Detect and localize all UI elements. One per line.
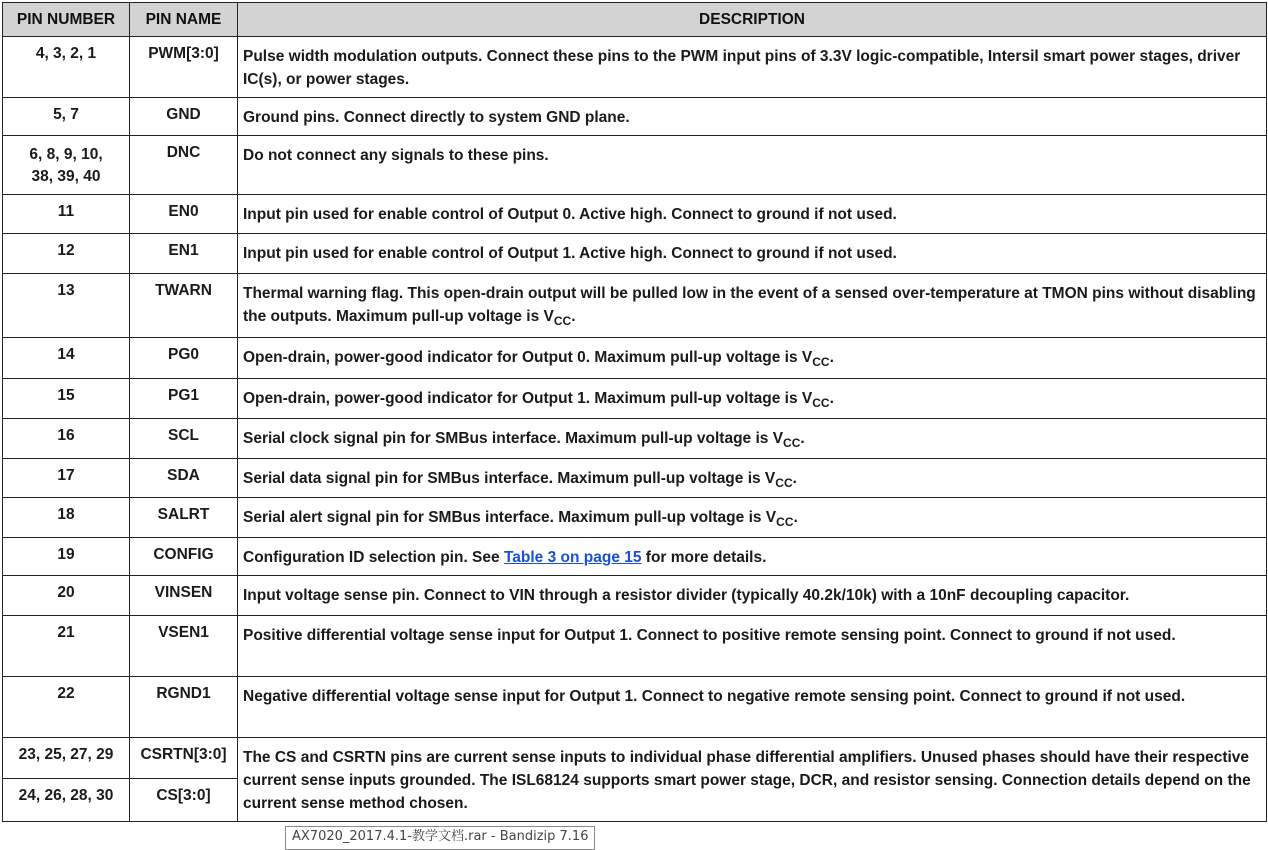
subscript: CC — [553, 314, 572, 328]
pin-name: TWARN — [130, 274, 238, 338]
desc-text: Configuration ID selection pin. See — [243, 549, 504, 566]
header-description: DESCRIPTION — [238, 3, 1267, 37]
table-row — [3, 195, 1267, 234]
subscript: CC — [812, 355, 830, 369]
taskbar-tooltip: AX7020_2017.4.1-教学文档.rar - Bandizip 7.16 — [285, 826, 595, 850]
table-row — [3, 338, 1267, 379]
subscript: CC — [783, 436, 801, 450]
pin-description: Positive differential voltage sense input for Output 1. Connect to positive remote sensing point. Connect to ground if not used. — [238, 616, 1267, 677]
pin-description — [238, 419, 1267, 459]
pin-number-line: 38, 39, 40 — [31, 168, 101, 185]
pin-name: SDA — [130, 459, 238, 498]
pin-name: SALRT — [130, 498, 238, 538]
table-row — [3, 98, 1267, 136]
desc-text: for more details. — [641, 549, 767, 566]
header-pin-number: PIN NUMBER — [3, 3, 130, 37]
pin-description: Input voltage sense pin. Connect to VIN through a resistor divider (typically 40.2k/10k) with a 10nF decoupling capacitor. — [238, 576, 1267, 616]
pin-description: Input pin used for enable control of Output 0. Active high. Connect to ground if not used. — [238, 195, 1267, 234]
subscript: CC — [775, 476, 793, 490]
pin-number: 11 — [3, 195, 130, 234]
pin-description: Do not connect any signals to these pins. — [238, 136, 1267, 195]
table-row — [3, 498, 1267, 538]
table-row — [3, 738, 1267, 779]
pin-number: 24, 26, 28, 30 — [3, 778, 130, 821]
desc-tail: . — [829, 349, 834, 366]
pin-name: DNC — [130, 136, 238, 195]
table-row — [3, 234, 1267, 274]
table-row — [3, 379, 1267, 419]
pin-number: 22 — [3, 677, 130, 738]
subscript: CC — [776, 515, 794, 529]
header-pin-name: PIN NAME — [130, 3, 238, 37]
desc-tail: . — [571, 308, 576, 325]
pin-number: 23, 25, 27, 29 — [3, 738, 130, 779]
table-row — [3, 576, 1267, 616]
pin-name: PWM[3:0] — [130, 37, 238, 98]
pin-number: 21 — [3, 616, 130, 677]
table-row — [3, 677, 1267, 738]
pin-name: EN1 — [130, 234, 238, 274]
pin-number: 12 — [3, 234, 130, 274]
pin-number: 4, 3, 2, 1 — [3, 37, 130, 98]
pin-number: 18 — [3, 498, 130, 538]
pin-description — [238, 538, 1267, 576]
desc-text: Open-drain, power-good indicator for Output 1. Maximum pull-up voltage is V — [243, 390, 813, 407]
pin-name: VSEN1 — [130, 616, 238, 677]
pin-description — [238, 338, 1267, 379]
pin-number: 14 — [3, 338, 130, 379]
table-row — [3, 616, 1267, 677]
desc-text: Serial clock signal pin for SMBus interface. Maximum pull-up voltage is V — [243, 430, 784, 447]
pin-description: Pulse width modulation outputs. Connect these pins to the PWM input pins of 3.3V logic-compatible, Intersil smart power stages, driver IC(s), or power stages. — [238, 37, 1267, 98]
pin-description: Input pin used for enable control of Output 1. Active high. Connect to ground if not used. — [238, 234, 1267, 274]
desc-tail: . — [800, 430, 805, 447]
pin-name: CSRTN[3:0] — [130, 738, 238, 779]
table-row — [3, 459, 1267, 498]
desc-text: Thermal warning flag. This open-drain output will be pulled low in the event of a sensed over-temperature at TMON pins without disabling the outputs. Maximum pull-up voltage is V — [243, 285, 1256, 325]
table-row — [3, 274, 1267, 338]
pin-name: CS[3:0] — [130, 778, 238, 821]
table-row — [3, 538, 1267, 576]
table-row — [3, 419, 1267, 459]
table-row — [3, 37, 1267, 98]
desc-text: Open-drain, power-good indicator for Output 0. Maximum pull-up voltage is V — [243, 349, 813, 366]
pin-name: CONFIG — [130, 538, 238, 576]
pin-number: 5, 7 — [3, 98, 130, 136]
pin-description: The CS and CSRTN pins are current sense inputs to individual phase differential amplifiers. Unused phases should have their respective current sense inputs grounded. The ISL68124 supports smart power stage, DCR, and resistor sensing. Connection details depend on the current sense method chosen. — [238, 738, 1267, 822]
desc-tail: . — [793, 509, 798, 526]
pin-name: VINSEN — [130, 576, 238, 616]
desc-text: Serial data signal pin for SMBus interface. Maximum pull-up voltage is V — [243, 470, 776, 487]
pin-name: RGND1 — [130, 677, 238, 738]
pin-name: GND — [130, 98, 238, 136]
pin-description-table — [2, 2, 1267, 822]
pin-description: Negative differential voltage sense input for Output 1. Connect to negative remote sensing point. Connect to ground if not used. — [238, 677, 1267, 738]
pin-number — [3, 136, 130, 195]
pin-number: 17 — [3, 459, 130, 498]
subscript: CC — [812, 396, 830, 410]
pin-description — [238, 498, 1267, 538]
table-3-link[interactable]: Table 3 on page 15 — [503, 549, 642, 566]
desc-text: Serial alert signal pin for SMBus interface. Maximum pull-up voltage is V — [243, 509, 777, 526]
pin-number: 15 — [3, 379, 130, 419]
pin-description — [238, 379, 1267, 419]
pin-number: 13 — [3, 274, 130, 338]
pin-name: SCL — [130, 419, 238, 459]
table-header-row — [3, 3, 1267, 37]
pin-description — [238, 274, 1267, 338]
pin-description — [238, 459, 1267, 498]
pin-number: 20 — [3, 576, 130, 616]
pin-name: PG0 — [130, 338, 238, 379]
table-row — [3, 136, 1267, 195]
pin-number-line: 6, 8, 9, 10, — [29, 146, 103, 163]
pin-name: PG1 — [130, 379, 238, 419]
pin-number: 16 — [3, 419, 130, 459]
pin-number: 19 — [3, 538, 130, 576]
pin-name: EN0 — [130, 195, 238, 234]
desc-tail: . — [829, 390, 834, 407]
desc-tail: . — [792, 470, 797, 487]
pin-description: Ground pins. Connect directly to system GND plane. — [238, 98, 1267, 136]
